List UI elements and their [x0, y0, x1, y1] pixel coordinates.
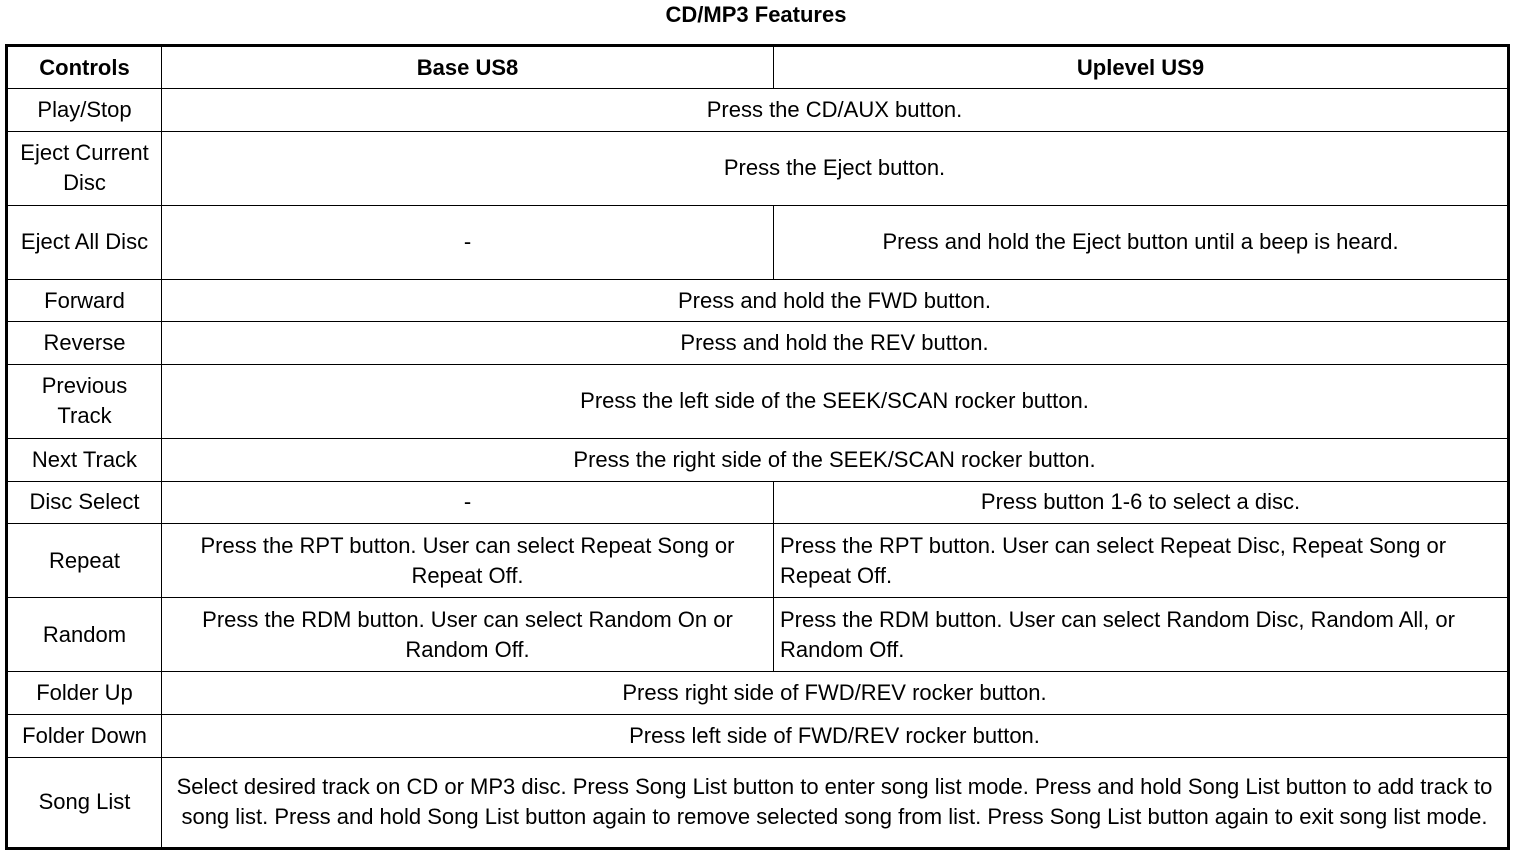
table-row — [7, 757, 1509, 848]
uplevel-description-cell: Press and hold the Eject button until a beep is heard. — [774, 205, 1509, 279]
uplevel-description-cell: Press button 1-6 to select a disc. — [774, 481, 1509, 524]
table-row — [7, 524, 1509, 598]
shared-description-cell: Press and hold the REV button. — [162, 322, 1509, 365]
shared-description-cell: Press the Eject button. — [162, 131, 1509, 205]
table-row — [7, 279, 1509, 322]
shared-description-cell: Press the left side of the SEEK/SCAN rocker button. — [162, 364, 1509, 438]
table-row — [7, 439, 1509, 482]
table-row — [7, 131, 1509, 205]
control-cell: Reverse — [7, 322, 162, 365]
header-uplevel-us9: Uplevel US9 — [774, 46, 1509, 89]
table-row — [7, 672, 1509, 715]
control-cell: Forward — [7, 279, 162, 322]
shared-description-cell: Press the right side of the SEEK/SCAN rocker button. — [162, 439, 1509, 482]
base-description-cell: - — [162, 481, 774, 524]
control-cell: Previous Track — [7, 364, 162, 438]
base-description-cell: Press the RPT button. User can select Repeat Song or Repeat Off. — [162, 524, 774, 598]
table-row — [7, 205, 1509, 279]
shared-description-cell: Select desired track on CD or MP3 disc. Press Song List button to enter song list mode. Press and hold Song List button to add track to song list. Press and hold Song List button again to remove selected song from list. Press Song List button again to exit song list mode. — [162, 757, 1509, 848]
uplevel-description-cell: Press the RDM button. User can select Random Disc, Random All, or Random Off. — [774, 598, 1509, 672]
table-row — [7, 89, 1509, 132]
table-row — [7, 364, 1509, 438]
control-cell: Play/Stop — [7, 89, 162, 132]
header-base-us8: Base US8 — [162, 46, 774, 89]
control-cell: Eject All Disc — [7, 205, 162, 279]
control-cell: Folder Down — [7, 714, 162, 757]
uplevel-description-cell: Press the RPT button. User can select Repeat Disc, Repeat Song or Repeat Off. — [774, 524, 1509, 598]
table-row — [7, 322, 1509, 365]
control-cell: Folder Up — [7, 672, 162, 715]
features-table — [5, 44, 1510, 850]
page-title: CD/MP3 Features — [665, 2, 847, 27]
shared-description-cell: Press the CD/AUX button. — [162, 89, 1509, 132]
shared-description-cell: Press left side of FWD/REV rocker button. — [162, 714, 1509, 757]
control-cell: Random — [7, 598, 162, 672]
table-header-row — [7, 46, 1509, 89]
shared-description-cell: Press and hold the FWD button. — [162, 279, 1509, 322]
base-description-cell: Press the RDM button. User can select Random On or Random Off. — [162, 598, 774, 672]
control-cell: Eject Current Disc — [7, 131, 162, 205]
control-cell: Next Track — [7, 439, 162, 482]
control-cell: Song List — [7, 757, 162, 848]
table-row — [7, 714, 1509, 757]
control-cell: Disc Select — [7, 481, 162, 524]
shared-description-cell: Press right side of FWD/REV rocker button. — [162, 672, 1509, 715]
base-description-cell: - — [162, 205, 774, 279]
control-cell: Repeat — [7, 524, 162, 598]
table-row — [7, 481, 1509, 524]
table-row — [7, 598, 1509, 672]
header-controls: Controls — [7, 46, 162, 89]
